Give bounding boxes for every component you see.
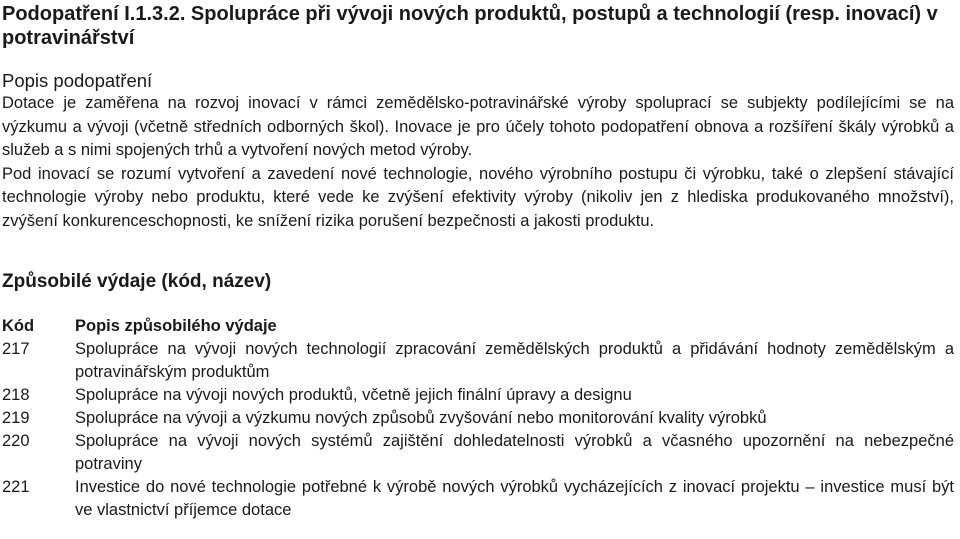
expense-description: Investice do nové technologie potřebné k výrobě nových výrobků vycházejících z inovací projektu – investice musí být ve vlastnictví příjemce dotace <box>75 478 954 519</box>
expense-description: Spolupráce na vývoji nových systémů zajištění dohledatelnosti výrobků a včasného upozornění na nebezpečné potraviny <box>75 432 954 473</box>
expense-description: Spolupráce na vývoji nových technologií zpracování zemědělských produktů a přidávání hodnoty zemědělským a potravinářským produktům <box>75 340 954 381</box>
table-row <box>2 476 954 522</box>
expense-description: Spolupráce na vývoji a výzkumu nových způsobů zvyšování nebo monitorování kvality výrobků <box>75 409 767 427</box>
table-row <box>2 384 954 407</box>
table-row <box>2 407 954 430</box>
table-header-row <box>2 315 954 338</box>
eligible-expenses-heading: Způsobilé výdaje (kód, název) <box>2 271 272 292</box>
expense-code: 219 <box>2 409 30 427</box>
expense-description: Spolupráce na vývoji nových produktů, včetně jejich finální úpravy a designu <box>75 386 632 404</box>
description-paragraph-1: Dotace je zaměřena na rozvoj inovací v rámci zemědělsko-potravinářské výroby spoluprací se subjekty podílejícími se na výzkumu a vývoji (včetně středních odborných škol). Inovace je pro účely tohoto podopatření obnova a rozšíření škály výrobků a služeb a s nimi spojených trhů a vytvoření nových metod výroby. <box>2 94 954 159</box>
description-column-header: Popis způsobilého výdaje <box>75 317 277 335</box>
expense-code: 221 <box>2 478 30 496</box>
document-title: Podopatření I.1.3.2. Spolupráce při vývoji nových produktů, postupů a technologií (resp. inovací) v potravinářství <box>2 3 938 49</box>
eligible-expenses-table <box>2 315 954 522</box>
code-column-header: Kód <box>2 317 35 335</box>
expense-code: 220 <box>2 432 30 450</box>
table-row <box>2 338 954 384</box>
table-row <box>2 430 954 476</box>
description-heading: Popis podopatření <box>2 70 153 91</box>
expense-code: 217 <box>2 340 30 358</box>
expense-code: 218 <box>2 386 30 404</box>
description-paragraph-2: Pod inovací se rozumí vytvoření a zavedení nové technologie, nového výrobního postupu či výrobku, také o zlepšení stávající technologie výroby nebo produktu, které vede ke zvýšení efektivity výroby (nikoliv jen z hlediska produkovaného množství), zvýšení konkurenceschopnosti, ke snížení rizika porušení bezpečnosti a jakosti produktu. <box>2 164 954 230</box>
